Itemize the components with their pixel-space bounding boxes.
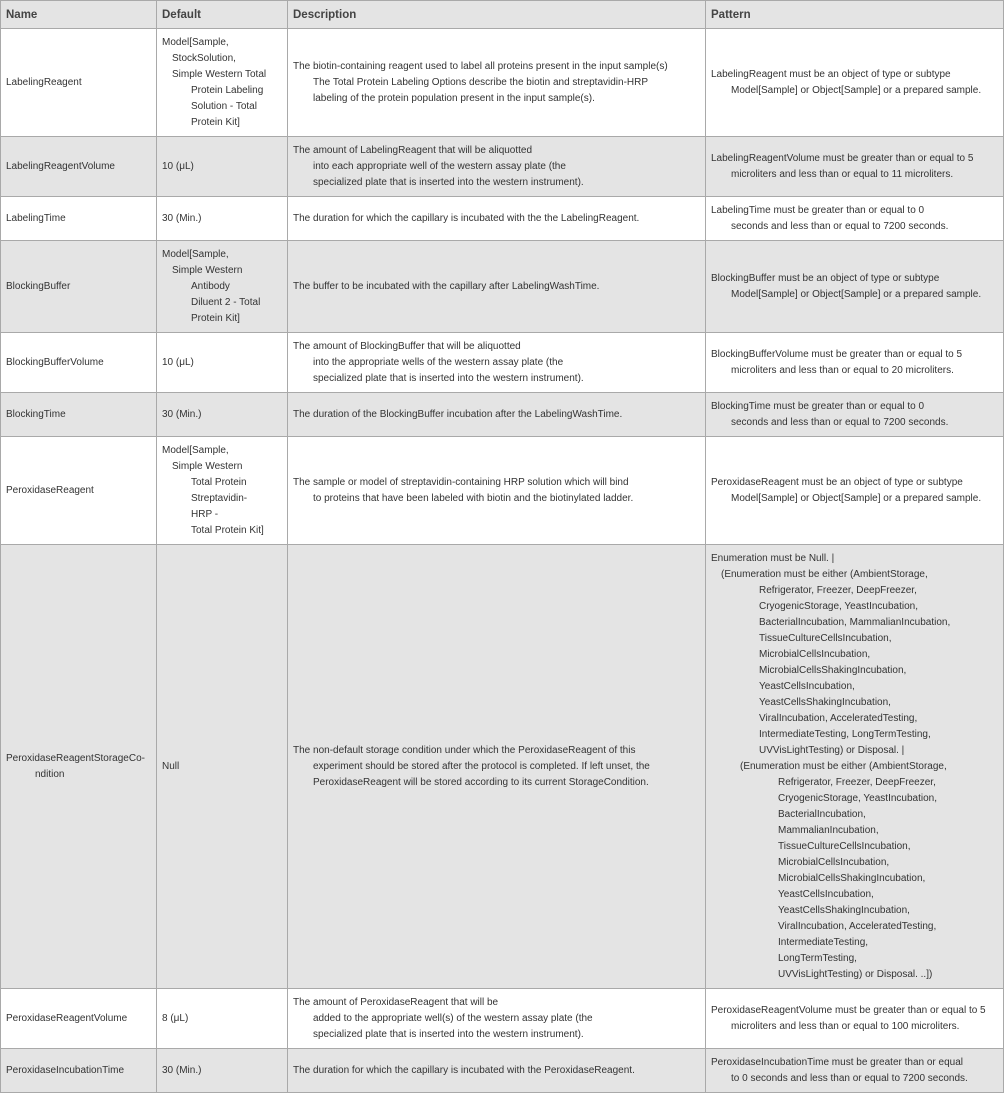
cell-default-line: Null xyxy=(162,760,180,772)
cell-default-line: Simple Western xyxy=(172,264,243,276)
cell-description-line: The amount of BlockingBuffer that will be aliquotted xyxy=(293,340,521,352)
header-description: Description xyxy=(288,1,706,29)
cell-name xyxy=(1,333,157,393)
cell-description-line: to proteins that have been labeled with biotin and the biotinylated ladder. xyxy=(313,492,634,504)
cell-pattern xyxy=(706,197,1004,241)
cell-default-line: Solution - Total xyxy=(191,100,257,112)
cell-description-line: added to the appropriate well(s) of the western assay plate (the xyxy=(313,1012,593,1024)
cell-default-line: 10 (μL) xyxy=(162,160,194,172)
cell-description-line: The duration for which the capillary is incubated with the the LabelingReagent. xyxy=(293,212,640,224)
cell-pattern xyxy=(706,989,1004,1049)
cell-name-line: PeroxidaseReagentVolume xyxy=(6,1012,128,1024)
cell-default-line: Protein Kit] xyxy=(191,116,240,128)
cell-pattern-line: Model[Sample] or Object[Sample] or a prepared sample. xyxy=(731,84,982,96)
cell-default xyxy=(157,137,288,197)
cell-name xyxy=(1,437,157,545)
cell-default xyxy=(157,241,288,333)
cell-default-line: StockSolution, xyxy=(172,52,236,64)
cell-description-line: experiment should be stored after the protocol is completed. If left unset, the xyxy=(313,760,650,772)
cell-default xyxy=(157,1049,288,1093)
table-row xyxy=(1,137,1004,197)
cell-pattern-line: PeroxidaseReagent must be an object of type or subtype xyxy=(711,476,963,488)
cell-default-line: 10 (μL) xyxy=(162,356,194,368)
cell-description-line: labeling of the protein population present in the input sample(s). xyxy=(313,92,595,104)
cell-default xyxy=(157,437,288,545)
cell-pattern-line: MicrobialCellsShakingIncubation, xyxy=(778,872,926,884)
cell-description-line: The duration for which the capillary is incubated with the PeroxidaseReagent. xyxy=(293,1064,635,1076)
cell-pattern xyxy=(706,545,1004,989)
cell-pattern-line: BlockingBufferVolume must be greater than or equal to 5 xyxy=(711,348,963,360)
cell-pattern-line: LabelingReagent must be an object of type or subtype xyxy=(711,68,951,80)
cell-pattern-line: Enumeration must be Null. | xyxy=(711,552,835,564)
cell-default-line: Protein Kit] xyxy=(191,312,240,324)
cell-description xyxy=(288,29,706,137)
cell-pattern-line: YeastCellsIncubation, xyxy=(778,888,874,900)
cell-name xyxy=(1,137,157,197)
cell-name xyxy=(1,545,157,989)
cell-description-line: The sample or model of streptavidin-containing HRP solution which will bind xyxy=(293,476,629,488)
cell-default-line: Protein Labeling xyxy=(191,84,264,96)
cell-default-line: Model[Sample, xyxy=(162,248,229,260)
cell-pattern-line: CryogenicStorage, YeastIncubation, xyxy=(759,600,918,612)
cell-pattern-line: BlockingTime must be greater than or equal to 0 xyxy=(711,400,925,412)
cell-pattern-line: MicrobialCellsIncubation, xyxy=(759,648,871,660)
cell-pattern-line: PeroxidaseIncubationTime must be greater than or equal xyxy=(711,1056,963,1068)
cell-pattern-line: YeastCellsIncubation, xyxy=(759,680,855,692)
cell-pattern-line: seconds and less than or equal to 7200 seconds. xyxy=(731,220,949,232)
cell-pattern-line: Model[Sample] or Object[Sample] or a prepared sample. xyxy=(731,492,982,504)
cell-pattern-line: (Enumeration must be either (AmbientStorage, xyxy=(721,568,928,580)
cell-pattern-line: MicrobialCellsShakingIncubation, xyxy=(759,664,907,676)
cell-pattern-line: LabelingTime must be greater than or equal to 0 xyxy=(711,204,925,216)
cell-pattern-line: to 0 seconds and less than or equal to 7200 seconds. xyxy=(731,1072,968,1084)
cell-default-line: 30 (Min.) xyxy=(162,408,202,420)
cell-pattern-line: TissueCultureCellsIncubation, xyxy=(778,840,911,852)
cell-name xyxy=(1,989,157,1049)
header-pattern: Pattern xyxy=(706,1,1004,29)
table-row xyxy=(1,1049,1004,1093)
cell-description-line: The biotin-containing reagent used to label all proteins present in the input sample(s) xyxy=(293,60,668,72)
cell-default xyxy=(157,333,288,393)
cell-pattern-line: TissueCultureCellsIncubation, xyxy=(759,632,892,644)
cell-description xyxy=(288,989,706,1049)
cell-pattern-line: seconds and less than or equal to 7200 seconds. xyxy=(731,416,949,428)
cell-pattern-line: YeastCellsShakingIncubation, xyxy=(778,904,910,916)
table-row xyxy=(1,989,1004,1049)
cell-description xyxy=(288,197,706,241)
cell-description-line: The duration of the BlockingBuffer incubation after the LabelingWashTime. xyxy=(293,408,623,420)
cell-pattern xyxy=(706,137,1004,197)
cell-pattern-line: MicrobialCellsIncubation, xyxy=(778,856,890,868)
cell-default-line: Simple Western xyxy=(172,460,243,472)
cell-pattern-line: CryogenicStorage, YeastIncubation, xyxy=(778,792,937,804)
cell-pattern-line: MammalianIncubation, xyxy=(778,824,879,836)
cell-description xyxy=(288,137,706,197)
header-row xyxy=(1,1,1004,29)
cell-pattern-line: BacterialIncubation, MammalianIncubation, xyxy=(759,616,951,628)
cell-default-line: Model[Sample, xyxy=(162,36,229,48)
cell-default xyxy=(157,393,288,437)
cell-name xyxy=(1,29,157,137)
cell-description-line: specialized plate that is inserted into the western instrument). xyxy=(313,372,584,384)
cell-pattern-line: Model[Sample] or Object[Sample] or a prepared sample. xyxy=(731,288,982,300)
cell-default-line: Diluent 2 - Total xyxy=(191,296,261,308)
table-row xyxy=(1,241,1004,333)
cell-name-line: LabelingTime xyxy=(6,212,66,224)
cell-name xyxy=(1,1049,157,1093)
cell-pattern-line: PeroxidaseReagentVolume must be greater than or equal to 5 xyxy=(711,1004,986,1016)
cell-name-line: BlockingBuffer xyxy=(6,280,71,292)
cell-default xyxy=(157,29,288,137)
header-default: Default xyxy=(157,1,288,29)
table-row xyxy=(1,393,1004,437)
cell-default-line: Simple Western Total xyxy=(172,68,267,80)
cell-pattern xyxy=(706,29,1004,137)
cell-pattern-line: Refrigerator, Freezer, DeepFreezer, xyxy=(759,584,917,596)
table-row xyxy=(1,333,1004,393)
cell-pattern xyxy=(706,393,1004,437)
cell-description xyxy=(288,393,706,437)
cell-default-line: 30 (Min.) xyxy=(162,212,202,224)
cell-name-line: PeroxidaseIncubationTime xyxy=(6,1064,125,1076)
cell-description xyxy=(288,545,706,989)
cell-description-line: The amount of LabelingReagent that will be aliquotted xyxy=(293,144,533,156)
cell-default-line: Antibody xyxy=(191,280,230,292)
cell-name-line: ndition xyxy=(35,768,65,780)
cell-name-line: PeroxidaseReagent xyxy=(6,484,94,496)
table-body xyxy=(1,29,1004,1093)
cell-name xyxy=(1,393,157,437)
cell-default-line: Total Protein Kit] xyxy=(191,524,264,536)
cell-pattern-line: UVVisLightTesting) or Disposal. | xyxy=(759,744,905,756)
cell-description-line: specialized plate that is inserted into the western instrument). xyxy=(313,1028,584,1040)
cell-pattern xyxy=(706,333,1004,393)
cell-pattern xyxy=(706,241,1004,333)
cell-description-line: into the appropriate wells of the western assay plate (the xyxy=(313,356,564,368)
cell-description-line: The amount of PeroxidaseReagent that will be xyxy=(293,996,499,1008)
cell-pattern-line: (Enumeration must be either (AmbientStorage, xyxy=(740,760,947,772)
cell-pattern-line: Refrigerator, Freezer, DeepFreezer, xyxy=(778,776,936,788)
cell-default xyxy=(157,989,288,1049)
cell-description-line: The Total Protein Labeling Options describe the biotin and streptavidin-HRP xyxy=(313,76,649,88)
cell-pattern-line: BlockingBuffer must be an object of type or subtype xyxy=(711,272,940,284)
cell-pattern-line: IntermediateTesting, xyxy=(778,936,869,948)
cell-pattern xyxy=(706,1049,1004,1093)
cell-pattern-line: ViralIncubation, AcceleratedTesting, xyxy=(759,712,918,724)
table-row xyxy=(1,197,1004,241)
cell-description-line: into each appropriate well of the western assay plate (the xyxy=(313,160,566,172)
cell-name-line: BlockingBufferVolume xyxy=(6,356,104,368)
cell-description-line: PeroxidaseReagent will be stored according to its current StorageCondition. xyxy=(313,776,649,788)
cell-default-line: Model[Sample, xyxy=(162,444,229,456)
cell-pattern-line: microliters and less than or equal to 20 microliters. xyxy=(731,364,954,376)
cell-pattern-line: IntermediateTesting, LongTermTesting, xyxy=(759,728,931,740)
cell-default-line: HRP - xyxy=(191,508,219,520)
cell-default xyxy=(157,197,288,241)
cell-pattern-line: UVVisLightTesting) or Disposal. ..]) xyxy=(778,968,933,980)
cell-name xyxy=(1,241,157,333)
table-row xyxy=(1,29,1004,137)
table-row xyxy=(1,437,1004,545)
cell-name-line: LabelingReagent xyxy=(6,76,82,88)
cell-default-line: Total Protein xyxy=(191,476,247,488)
cell-description xyxy=(288,333,706,393)
cell-default-line: 8 (μL) xyxy=(162,1012,189,1024)
cell-name-line: PeroxidaseReagentStorageCo- xyxy=(6,752,145,764)
cell-description-line: The buffer to be incubated with the capillary after LabelingWashTime. xyxy=(293,280,600,292)
cell-default-line: Streptavidin- xyxy=(191,492,248,504)
cell-pattern-line: microliters and less than or equal to 100 microliters. xyxy=(731,1020,960,1032)
cell-description xyxy=(288,437,706,545)
cell-pattern-line: LabelingReagentVolume must be greater than or equal to 5 xyxy=(711,152,974,164)
cell-pattern-line: YeastCellsShakingIncubation, xyxy=(759,696,891,708)
cell-pattern-line: ViralIncubation, AcceleratedTesting, xyxy=(778,920,937,932)
cell-name-line: LabelingReagentVolume xyxy=(6,160,115,172)
cell-pattern-line: microliters and less than or equal to 11 microliters. xyxy=(731,168,954,180)
cell-description xyxy=(288,241,706,333)
cell-name-line: BlockingTime xyxy=(6,408,66,420)
cell-default-line: 30 (Min.) xyxy=(162,1064,202,1076)
cell-description-line: specialized plate that is inserted into the western instrument). xyxy=(313,176,584,188)
cell-pattern-line: LongTermTesting, xyxy=(778,952,857,964)
cell-default xyxy=(157,545,288,989)
header-name: Name xyxy=(1,1,157,29)
table-row xyxy=(1,545,1004,989)
cell-description xyxy=(288,1049,706,1093)
cell-pattern-line: BacterialIncubation, xyxy=(778,808,866,820)
cell-pattern xyxy=(706,437,1004,545)
cell-name xyxy=(1,197,157,241)
cell-description-line: The non-default storage condition under which the PeroxidaseReagent of this xyxy=(293,744,636,756)
